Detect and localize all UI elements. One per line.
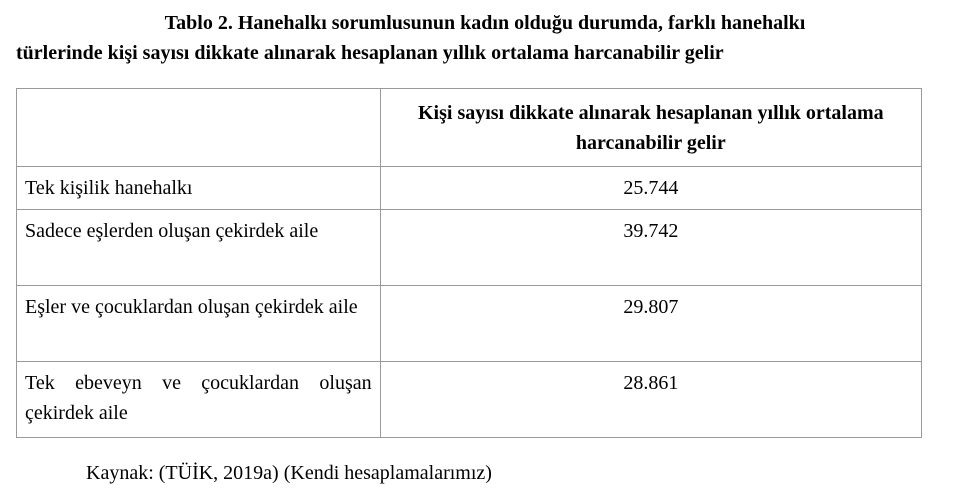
- source-note: Kaynak: (TÜİK, 2019a) (Kendi hesaplamalarımız): [86, 462, 492, 484]
- row-value: 39.742: [380, 210, 921, 286]
- table-row: [17, 167, 922, 210]
- row-value: 28.861: [380, 362, 921, 438]
- table-title-line-1: Tablo 2. Hanehalkı sorumlusunun kadın olduğu durumda, farklı hanehalkı: [164, 12, 806, 34]
- table-header-row: [17, 89, 922, 167]
- row-value: 25.744: [380, 167, 921, 210]
- table-row: [17, 210, 922, 286]
- row-label: Eşler ve çocuklardan oluşan çekirdek aile: [17, 286, 381, 362]
- row-label: Tek ebeveyn ve çocuklardan oluşan çekirdek aile: [17, 362, 381, 438]
- header-value-cell: Kişi sayısı dikkate alınarak hesaplanan yıllık ortalama harcanabilir gelir: [380, 89, 921, 167]
- row-label: Sadece eşlerden oluşan çekirdek aile: [17, 210, 381, 286]
- table-row: [17, 362, 922, 438]
- table-title-line-2: türlerinde kişi sayısı dikkate alınarak hesaplanan yıllık ortalama harcanabilir gelir: [16, 42, 724, 64]
- table-title: [10, 8, 950, 68]
- table-row: [17, 286, 922, 362]
- income-table: [16, 88, 922, 438]
- row-label: Tek kişilik hanehalkı: [17, 167, 381, 210]
- row-value: 29.807: [380, 286, 921, 362]
- header-label-cell: [17, 89, 381, 167]
